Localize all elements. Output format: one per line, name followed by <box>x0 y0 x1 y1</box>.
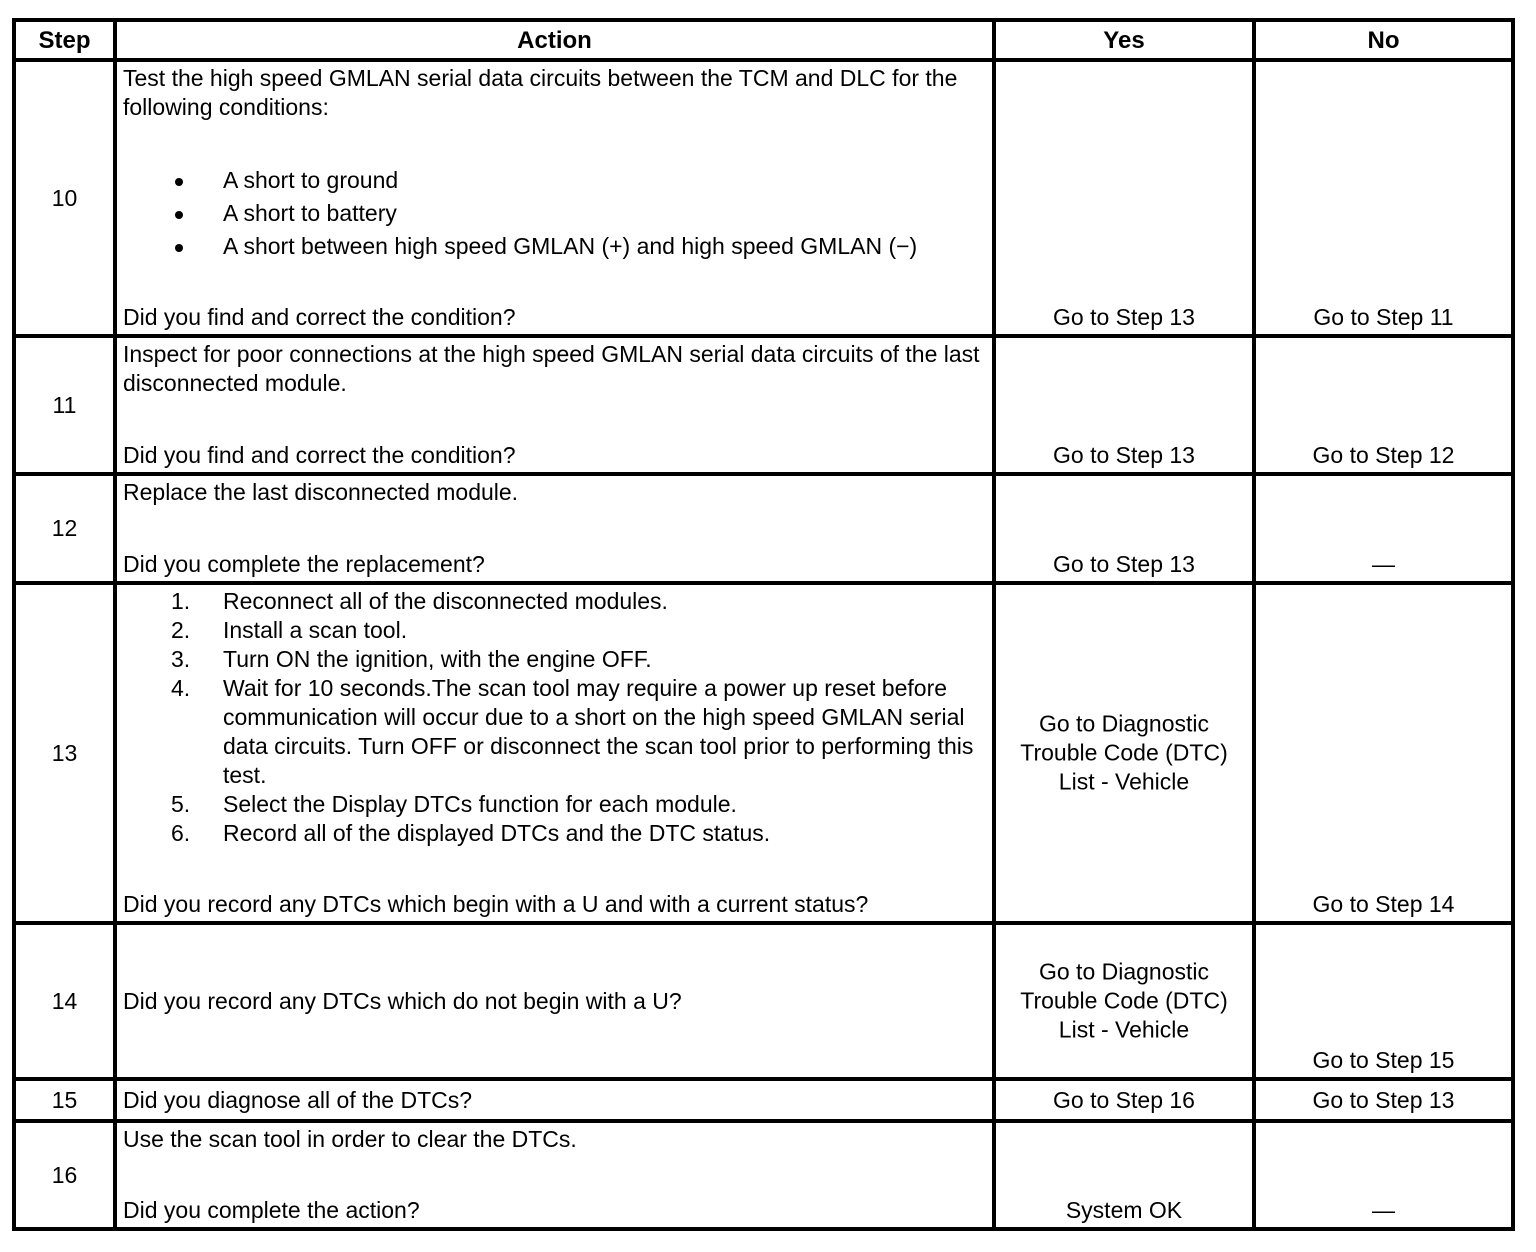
action-question: Did you find and correct the condition? <box>123 442 516 468</box>
list-text: Select the Display DTCs function for each module. <box>223 791 737 817</box>
no-dash: — <box>1372 1197 1395 1223</box>
step-number: 11 <box>14 336 115 474</box>
header-step: Step <box>14 20 115 60</box>
no-cell <box>1254 583 1513 923</box>
no-cell <box>1254 336 1513 474</box>
system-ok-label: System OK <box>1065 1197 1183 1223</box>
step-number: 15 <box>14 1079 115 1121</box>
list-number: 1. <box>171 588 191 614</box>
list-item <box>123 616 986 645</box>
action-cell <box>115 60 994 336</box>
action-question: Did you find and correct the condition? <box>123 304 516 330</box>
list-text: Install a scan tool. <box>223 617 408 643</box>
action-intro: Replace the last disconnected module. <box>123 479 519 505</box>
action-cell <box>115 583 994 923</box>
yes-link[interactable]: Go to Diagnostic Trouble Code (DTC) List - Vehicle <box>1020 710 1228 795</box>
no-cell <box>1254 60 1513 336</box>
action-cell <box>115 336 994 474</box>
yes-cell <box>994 583 1254 923</box>
yes-link[interactable]: Go to Step 13 <box>1053 304 1195 330</box>
list-number: 4. <box>171 675 191 701</box>
list-item: A short to ground <box>171 164 986 197</box>
no-cell <box>1254 923 1513 1079</box>
yes-link[interactable]: Go to Step 13 <box>1053 442 1195 468</box>
action-question: Did you record any DTCs which do not begin with a U? <box>123 987 682 1014</box>
step-number: 16 <box>14 1121 115 1229</box>
list-number: 2. <box>171 617 191 643</box>
no-link[interactable]: Go to Step 11 <box>1313 304 1454 330</box>
diagnostic-table-page <box>12 18 1515 1231</box>
step-number: 13 <box>14 583 115 923</box>
yes-cell <box>994 923 1254 1079</box>
list-number: 5. <box>171 791 191 817</box>
action-question: Did you complete the replacement? <box>123 551 485 577</box>
action-cell <box>115 923 994 1079</box>
list-number: 6. <box>171 820 191 846</box>
yes-link[interactable]: Go to Step 16 <box>1053 1086 1195 1113</box>
no-link[interactable]: Go to Step 14 <box>1312 891 1455 917</box>
action-cell <box>115 474 994 583</box>
header-yes: Yes <box>994 20 1254 60</box>
action-cell <box>115 1079 994 1121</box>
step-number: 12 <box>14 474 115 583</box>
list-item: A short between high speed GMLAN (+) and high speed GMLAN (−) <box>171 230 986 263</box>
table-row <box>14 1079 1513 1121</box>
yes-cell <box>994 336 1254 474</box>
yes-cell <box>994 474 1254 583</box>
diagnostic-table <box>12 18 1515 1231</box>
list-number: 3. <box>171 646 191 672</box>
procedure-list <box>123 587 986 848</box>
action-intro: Use the scan tool in order to clear the DTCs. <box>123 1126 577 1152</box>
no-dash: — <box>1372 551 1395 577</box>
header-action: Action <box>115 20 994 60</box>
header-row <box>14 20 1513 60</box>
no-cell <box>1254 1121 1513 1229</box>
no-cell <box>1254 474 1513 583</box>
no-link[interactable]: Go to Step 12 <box>1312 442 1455 468</box>
table-row <box>14 60 1513 336</box>
header-no: No <box>1254 20 1513 60</box>
no-link[interactable]: Go to Step 13 <box>1312 1086 1455 1113</box>
list-item <box>123 587 986 616</box>
list-item <box>123 645 986 674</box>
list-item <box>123 819 986 848</box>
yes-link[interactable]: Go to Diagnostic Trouble Code (DTC) List - Vehicle <box>1020 958 1228 1043</box>
table-row <box>14 583 1513 923</box>
yes-cell <box>994 1121 1254 1229</box>
table-row <box>14 474 1513 583</box>
table-row <box>14 336 1513 474</box>
yes-link[interactable]: Go to Step 13 <box>1053 551 1195 577</box>
action-question: Did you complete the action? <box>123 1197 420 1223</box>
list-text: Turn ON the ignition, with the engine OFF. <box>223 646 652 672</box>
list-item <box>123 790 986 819</box>
table-row <box>14 923 1513 1079</box>
yes-cell <box>994 1079 1254 1121</box>
no-cell <box>1254 1079 1513 1121</box>
list-text: Record all of the displayed DTCs and the DTC status. <box>223 820 771 846</box>
action-question: Did you record any DTCs which begin with a U and with a current status? <box>123 891 869 917</box>
list-item: A short to battery <box>171 197 986 230</box>
step-number: 14 <box>14 923 115 1079</box>
list-text: Wait for 10 seconds.The scan tool may require a power up reset before communication will occur due to a short on the high speed GMLAN serial data circuits. Turn OFF or disconnect the scan tool prior to performing this test. <box>223 675 974 788</box>
yes-cell <box>994 60 1254 336</box>
list-item <box>123 674 986 790</box>
action-intro: Inspect for poor connections at the high speed GMLAN serial data circuits of the last disconnected module. <box>123 341 980 396</box>
action-intro: Test the high speed GMLAN serial data circuits between the TCM and DLC for the following conditions: <box>123 65 958 120</box>
action-question: Did you diagnose all of the DTCs? <box>123 1086 473 1113</box>
step-number: 10 <box>14 60 115 336</box>
condition-list <box>123 164 986 263</box>
action-cell <box>115 1121 994 1229</box>
no-link[interactable]: Go to Step 15 <box>1312 1047 1455 1073</box>
table-row <box>14 1121 1513 1229</box>
list-text: Reconnect all of the disconnected modules. <box>223 588 668 614</box>
